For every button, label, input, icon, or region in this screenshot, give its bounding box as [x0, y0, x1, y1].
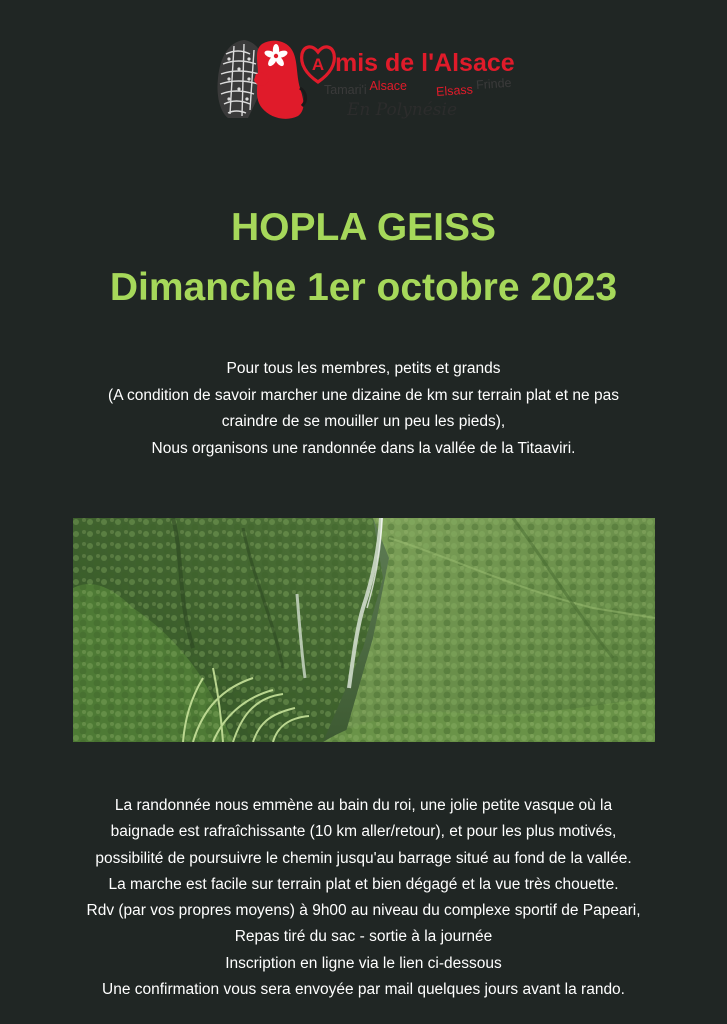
logo-title-main: mis de l'	[335, 49, 435, 77]
logo-subtitle-tahitian	[324, 79, 407, 97]
logo-subtitle-alsatian-plain: Frinde	[472, 75, 512, 93]
logo-tagline: En Polynésie	[347, 100, 458, 120]
intro-line: Pour tous les membres, petits et grands	[226, 360, 501, 377]
details-line: La randonnée nous emmène au bain du roi, une jolie petite vasque où la	[114, 797, 613, 814]
details-line: Repas tiré du sac - sortie à la journée	[234, 928, 493, 946]
details-line: baignade est rafraîchissante (10 km aller/retour), et pour les plus motivés,	[110, 823, 617, 841]
logo-subtitle-alsatian	[435, 76, 512, 99]
intro-line: Nous organisons une randonnée dans la vallée de la Titaaviri.	[151, 439, 576, 457]
intro-line: craindre de se mouiller un peu les pieds),	[221, 413, 506, 430]
event-date: Dimanche 1er octobre 2023	[109, 266, 618, 309]
details-line: Une confirmation vous sera envoyée par mail quelques jours avant la rando.	[102, 981, 625, 999]
logo-title	[335, 49, 515, 77]
details-line: La marche est facile sur terrain plat et bien dégagé et la vue très chouette.	[108, 875, 619, 893]
logo-subtitle-tahitian-plain: Tamari'i	[324, 83, 370, 97]
association-logo	[214, 34, 524, 124]
logo-subtitle-tahitian-highlight: Alsace	[369, 79, 407, 93]
intro-paragraph	[40, 356, 687, 462]
details-line: possibilité de poursuivre le chemin jusqu'au barrage situé au fond de la vallée.	[95, 849, 632, 867]
valley-photo	[73, 518, 655, 742]
details-paragraph	[40, 793, 687, 1003]
logo-heart-letter: A	[311, 55, 325, 74]
event-title: HOPLA GEISS	[230, 206, 497, 249]
logo-title-highlight: Alsace	[434, 49, 515, 77]
logo-subtitle-alsatian-highlight: Elsass	[435, 82, 474, 99]
heart-letter-icon	[302, 47, 335, 82]
intro-line: (A condition de savoir marcher une dizaine de km sur terrain plat et ne pas	[108, 386, 619, 404]
details-line: Rdv (par vos propres moyens) à 9h00 au niveau du complexe sportif de Papeari,	[86, 902, 641, 920]
details-line: Inscription en ligne via le lien ci-dessous	[225, 954, 502, 972]
